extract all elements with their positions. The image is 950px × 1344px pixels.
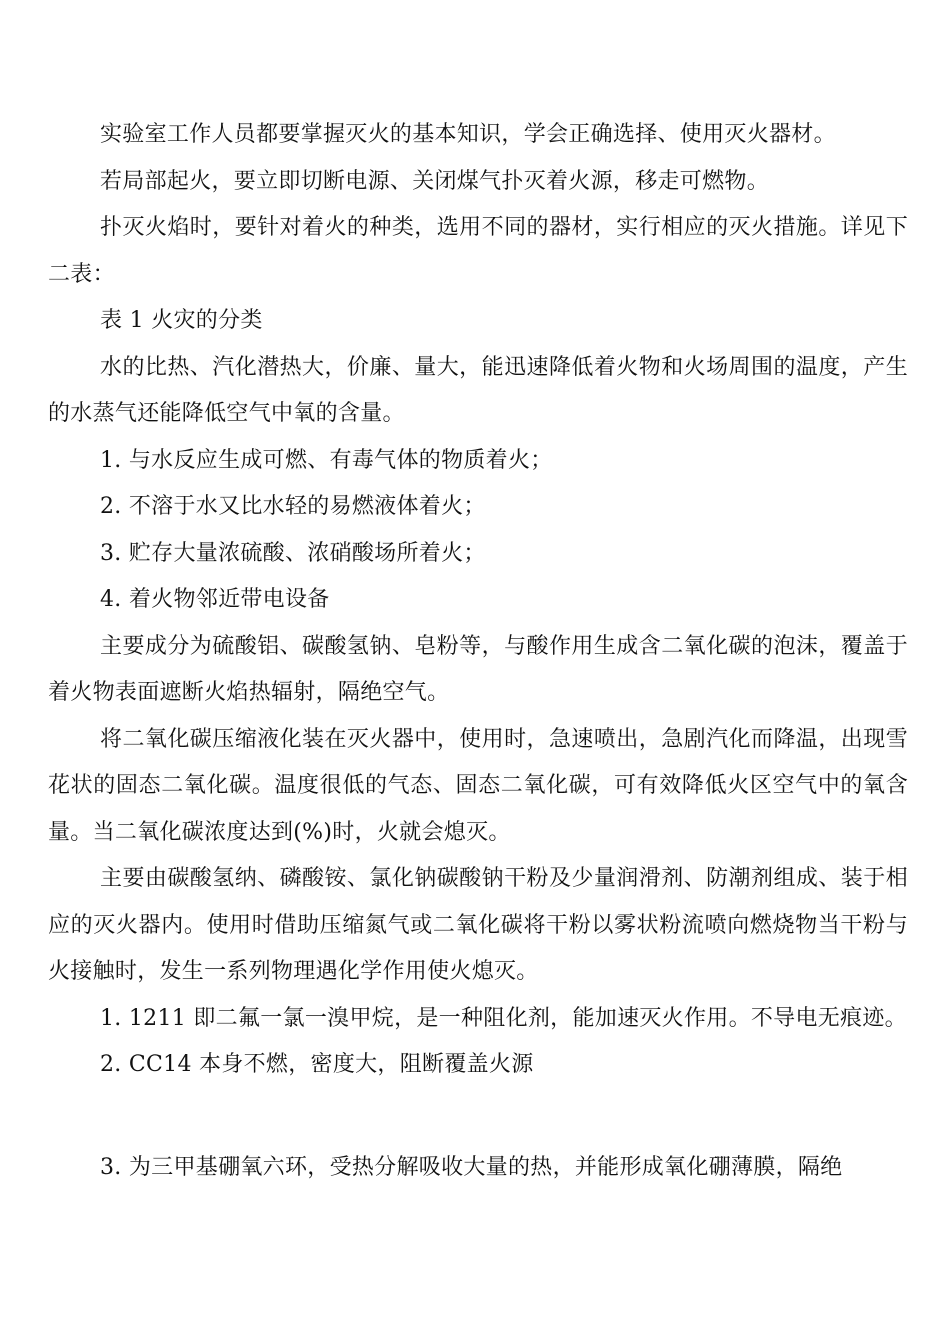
- list-item-electrical: 4. 着火物邻近带电设备: [100, 587, 330, 612]
- paragraph-dry-powder: 主要由碳酸氢纳、磷酸铵、氯化钠碳酸钠干粉及少量润滑剂、防潮剂组成、装于相应的灭火器内。使用时借助压缩氮气或二氧化碳将干粉以雾状粉流喷向燃烧物当干粉与火接触时，发生一系列物理遇化学作用使火熄灭。: [48, 866, 908, 984]
- list-item-trimethyl-boroxine: 3. 为三甲基硼氧六环，受热分解吸收大量的热，并能形成氧化硼薄膜，隔绝: [100, 1154, 843, 1180]
- paragraph-water: 水的比热、汽化潜热大，价廉、量大，能迅速降低着火物和火场周围的温度，产生的水蒸气还能降低空气中氧的含量。: [48, 354, 908, 426]
- list-item-water-reactive: 1. 与水反应生成可燃、有毒气体的物质着火；: [100, 447, 553, 473]
- list-item-light-liquids: 2. 不溶于水又比水轻的易燃液体着火；: [100, 494, 486, 519]
- paragraph-extinguish-measures: 扑灭火焰时，要针对着火的种类，选用不同的器材，实行相应的灭火措施。详见下二表：: [48, 215, 908, 287]
- paragraph-local-fire: 若局部起火，要立即切断电源、关闭煤气扑灭着火源，移走可燃物。: [100, 168, 770, 194]
- table-caption: 表 1 火灾的分类: [100, 308, 263, 333]
- list-item-acid-storage: 3. 贮存大量浓硫酸、浓硝酸场所着火；: [100, 540, 486, 566]
- list-item-ccl4: 2. CC14 本身不燃，密度大，阻断覆盖火源: [100, 1052, 534, 1077]
- paragraph-fire-knowledge: 实验室工作人员都要掌握灭火的基本知识，学会正确选择、使用灭火器材。: [100, 122, 836, 147]
- paragraph-co2: 将二氧化碳压缩液化装在灭火器中，使用时，急速喷出，急剧汽化而降温，出现雪花状的固态二氧化碳。温度很低的气态、固态二氧化碳，可有效降低火区空气中的氧含量。当二氧化碳浓度达到(%)时，火就会熄灭。: [48, 726, 908, 845]
- document-page: [48, 112, 908, 1191]
- list-item-1211: 1. 1211 即二氟一氯一溴甲烷，是一种阻化剂，能加速灭火作用。不导电无痕迹。: [100, 1005, 907, 1031]
- paragraph-foam: 主要成分为硫酸铝、碳酸氢钠、皂粉等，与酸作用生成含二氧化碳的泡沫，覆盖于着火物表面遮断火焰热辐射，隔绝空气。: [48, 633, 908, 705]
